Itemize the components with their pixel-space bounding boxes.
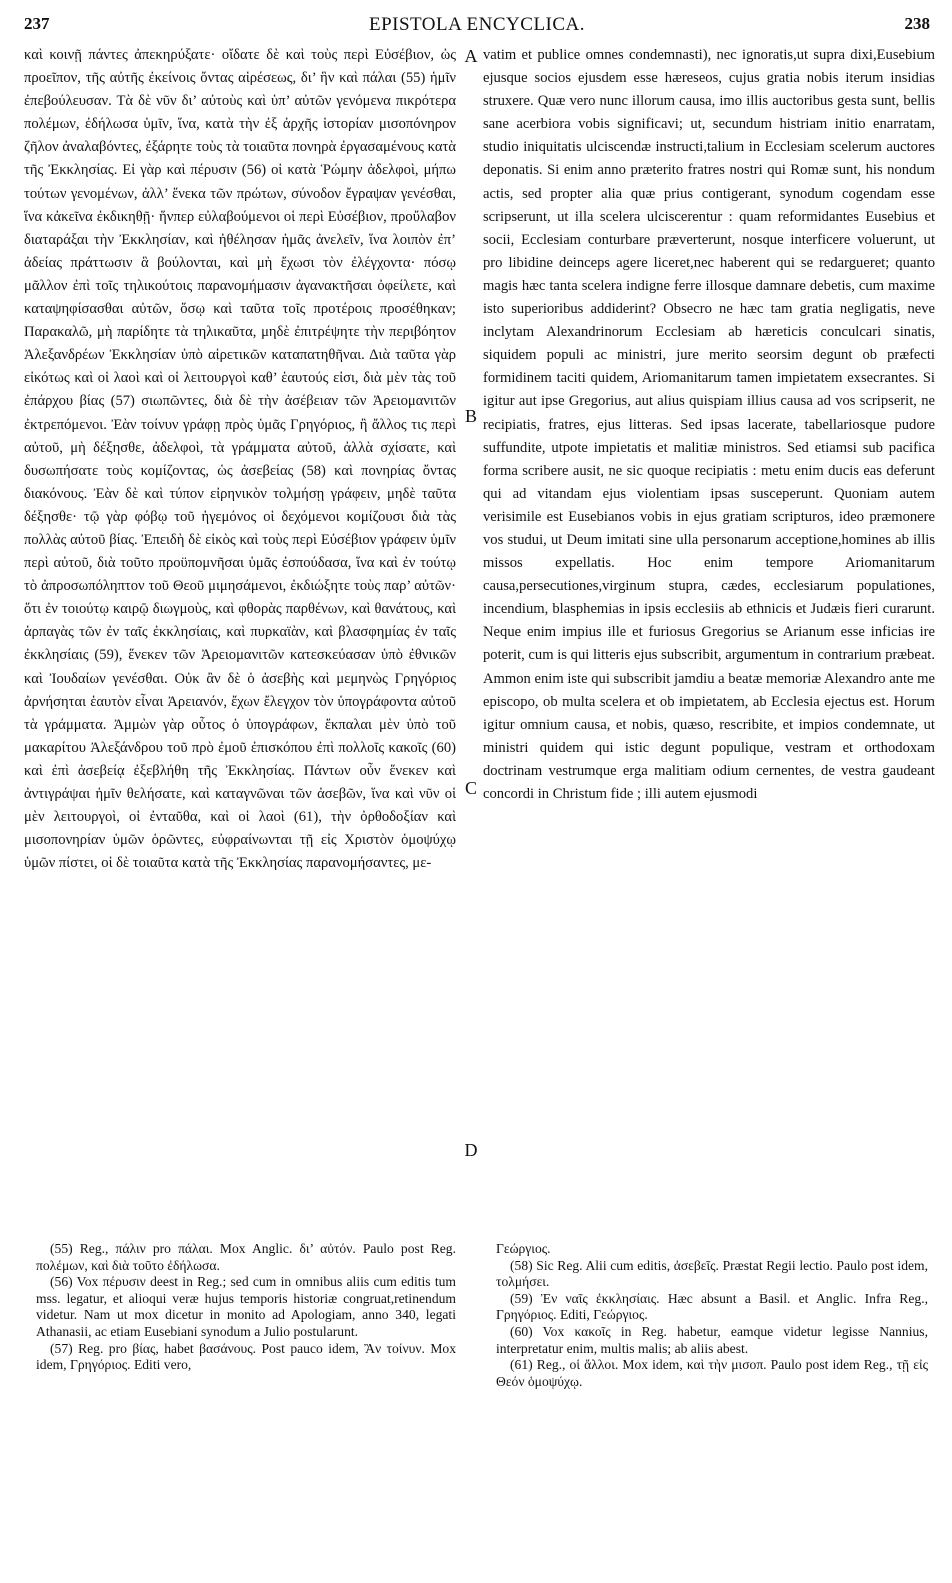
footnote: (61) Reg., οἱ ἄλλοι. Mox idem, καὶ τὴν μισοπ. Paulo post idem Reg., τῇ εἰς Θεόν ὁμοψύχῳ.: [496, 1357, 928, 1389]
footnote: (59) Ἐν ναῖς ἐκκλησίαις. Hæc absunt a Basil. et Anglic. Infra Reg., Γρηγόριος. Editi, Γεώργιος.: [496, 1290, 928, 1323]
running-head: [24, 14, 930, 44]
footnote: (55) Reg., πάλιν pro πάλαι. Mox Anglic. δι’ αὐτόν. Paulo post Reg. πολέμων, καὶ διὰ τοῦτο ἐδήλωσα.: [36, 1241, 456, 1273]
footnote: (58) Sic Reg. Alii cum editis, ἀσεβεῖς. Præstat Regii lectio. Paulo post idem, τολμήσει.: [496, 1257, 928, 1290]
footnotes-right: [496, 1241, 928, 1390]
page-number-right: 238: [904, 14, 930, 33]
page-number-left: 237: [24, 14, 50, 33]
footnotes-left: [36, 1241, 456, 1374]
section-marker-d: D: [464, 1140, 478, 1160]
greek-text: καὶ κοινῇ πάντες ἀπεκηρύξατε· οἴδατε δὲ καὶ τοὺς περὶ Εὐσέβιον, ὡς προεῖπον, τῆς αὐτῆς ἐκείνοις ὄντας αἱρέσεως, δι’ ἣν καὶ πάλαι (55) ἡμῖν ἐπεβούλευσαν. Τὰ δὲ νῦν δι’ αὐτοὺς καὶ ὑπ’ αὐτῶν γενόμενα πικρότερα πολέμων, ἐδήλωσα ὑμῖν, ἵνα, κατὰ τὴν ἐξ ἀρχῆς ἱστορίαν μισοπόνηρον ζῆλον ἀναλαβόντες, ἐξάρητε τοὺς τὰ τοιαῦτα πονηρὰ ἐργασαμένους κατὰ τῆς Ἐκκλησίας. Εἰ γὰρ καὶ πέρυσιν (56) οἱ κατὰ Ῥώμην ἀδελφοὶ, μήπω τούτων γενομένων, ἀλλ’ ἕνεκα τῶν πρώτων, σύνοδον ἔγραψαν γενέσθαι, ἵνα κἀκεῖνα ἐκδικηθῇ· ἥνπερ εὐλαβούμενοι οἱ περὶ Εὐσέβιον, προὔλαβον διαταράξαι τὴν Ἐκκλησίαν, καὶ ἠθέλησαν ἡμᾶς ἀνελεῖν, ἵνα λοιπὸν ἐπ’ ἀδείας πράττωσιν ἃ βούλονται, καὶ μὴ ἔχωσι τὸν ἐλέγχοντα· πόσῳ μᾶλλον ἐπὶ τοῖς τηλικούτοις παρανομήμασιν ἀγανακτῆσαι ὀφείλετε, καὶ καταψηφίσασθαι αὐτῶν, ὅσῳ καὶ ταῦτα τοῖς προτέροις προσέθηκαν; Παρακαλῶ, μὴ παρίδητε τὰ τηλικαῦτα, μηδὲ ἐπιτρέψητε τὴν περιβόητον Ἀλεξανδρέων Ἐκκλησίαν ὑπὸ αἱρετικῶν καταπατηθῆναι. Διὰ ταῦτα γὰρ εἰκότως καὶ οἱ λαοὶ καὶ οἱ λειτουργοὶ καθ’ ἑαυτούς εἰσι, διὰ μὲν τὰς τοῦ ἐπάρχου βίας (57) σιωπῶντες, διὰ δὲ τὴν ἀσέβειαν τῶν Ἀρειομανιτῶν ἐκτρεπόμενοι. Ἐὰν τοίνυν γράφῃ πρὸς ὑμᾶς Γρηγόριος, ἢ ἄλλος τις περὶ αὐτοῦ, μὴ δέξησθε, ἀδελφοὶ, τὰ γράμματα αὐτοῦ, ἀλλὰ σχίσατε, καὶ δυσωπήσατε τοὺς κομίζοντας, ὡς ἀσεβείας (58) καὶ πονηρίας ὄντας διακόνους. Ἐὰν δὲ καὶ τύπον εἰρηνικὸν τολμήσῃ γράφειν, μηδὲ ταῦτα δέξησθε· τῷ γὰρ φόβῳ τοῦ ἡγεμόνος οἱ δεχόμενοι κομίζουσι διὰ τὰς πολλὰς αὐτοῦ βίας. Ἐπειδὴ δὲ εἰκὸς καὶ τοὺς περὶ Εὐσέβιον γράφειν ὑμῖν περὶ αὐτοῦ, διὰ τοῦτο προϋπομνῆσαι ὑμᾶς ἐσπούδασα, ἵνα καὶ ἐν τούτῳ τὸ ἀπροσωπόληπτον τοῦ Θεοῦ μιμησάμενοι, ἐκδιώξητε τοὺς παρ’ αὐτῶν· ὅτι ἐν τοιούτῳ καιρῷ διωγμοὺς, καὶ φθορὰς παρθένων, καὶ θανάτους, καὶ ἁρπαγὰς τῶν ἐν ταῖς ἐκκλησίαις, καὶ πυρκαϊὰν, καὶ βλασφημίας ἐν ταῖς ἐκκλησίαις (59), ἕνεκεν τῶν Ἀρειομανιτῶν κατεσκεύασαν ὑπὸ ἐθνικῶν καὶ Ἰουδαίων γενέσθαι. Οὐκ ἂν δὲ ὁ ἀσεβὴς καὶ μεμηνὼς Γρηγόριος ἀρνήσηται ἑαυτὸν εἶναι Ἀρειανόν, ἔχων ἔλεγχον τὸν ὑπογράφοντα αὐτοῦ τὰ γράμματα. Ἀμμὼν γὰρ οὗτος ὁ ὑπογράφων, ἔκπαλαι μὲν ὑπὸ τοῦ μακαρίτου Ἀλεξάνδρου τοῦ πρὸ ἐμοῦ ἐπισκόπου ἐπὶ πολλοῖς κακοῖς (60) καὶ ἐπὶ ἀσεβείᾳ ἐξεβλήθη τῆς Ἐκκλησίας. Πάντων οὖν ἕνεκεν καὶ ἀντιγράψαι ἡμῖν θελήσατε, καὶ καταγνῶναι τῶν ἀσεβῶν, ἵνα καὶ νῦν οἱ μὲν λειτουργοὶ, οἱ ἐνταῦθα, καὶ οἱ λαοὶ (61), τὴν ὀρθοδοξίαν καὶ μισοπονηρίαν ὑμῶν ὁρῶντες, εὐφραίνωνται τῇ εἰς Χριστὸν ὁμοψύχῳ ὑμῶν πίστει, οἱ δὲ τοιαῦτα κατὰ τῆς Ἐκκλησίας παρανομήσαντες, με-: [24, 47, 456, 872]
greek-text-column: [24, 44, 456, 875]
page-title: EPISTOLA ENCYCLICA.: [368, 14, 586, 35]
latin-text: vatim et publice omnes condemnasti), nec ignoratis,ut supra dixi,Eusebium ejusque socios ejusdem esse hæreseos, cujus gratia nobis iterum insidias struxere. Quæ vero nunc illorum causa, imo illis auctoribus gesta sunt, bellis sane acerbiora vobis significavi; ut, secundum histriam initio enarratam, studio iniquitatis ulciscendæ instructi,talium in Ecclesiam scelerum auctores deponatis. Si enim anno præterito fratres nostri qui Romæ sunt, his nondum actis, sed propter alia quæ prius contigerant, synodum cogendam esse scripserunt, ut illa scelera ulciscerentur : quam reformidantes Eusebius et socii, Ecclesiam conturbare præverterunt, nosque interficere voluerunt, ut pro libidine deinceps agere liceret,nec haberent qui se redargueret; quanto magis hæc tanta scelera indigne ferre illosque damnare debetis, cum maxime isto superioribus addiderint? Obsecro ne hæc tam gratia negligatis, neve inclytam Alexandrinorum Ecclesiam ab hæreticis conculcari sinatis, siquidem populi ac ministri, jure merito seorsim degunt ob præfecti formidinem taciti quidem, Ariomanitarum tamen impietatem exsecrantes. Si igitur aut ipse Gregorius, aut alius quispiam illius causa ad vos scripserit, ne recipiatis, fratres, ejus litteras. Sed ipsas lacerate, tabellariosque pudore suffundite, utpote impietatis et malitiæ ministros. Sed etiamsi sub pacifica forma scribere ausit, ne sic quoque recipiatis : metu enim ducis eas deferunt qui ad vitandam ejus violentiam ipsas susceperunt. Quoniam autem verisimile est Eusebianos vobis in ejus gratiam scripturos, ideo præmonere vos studui, ut Deum imitati sine ulla personarum acceptione,homines ab illis missos expellatis. Hoc enim tempore Ariomanitarum causa,persecutiones,virginum stupra, cædes, ecclesiarum populationes, incendium, blasphemias in ipsis ecclesiis ab ethnicis et Judæis fieri curarunt. Neque enim impius ille et furiosus Gregorius se Arianum esse inficias ire poterit, cum is qui litteris ejus subscribit, argumentum in contrarium præbeat. Ammon enim iste qui subscribit jamdiu a beatæ memoriæ Alexandro ante me episcopo, ob multa scelera et ob impietatem, ab Ecclesia ejectus est. Horum igitur omnium causa, et nobis, quæso, rescribite, et impios condemnate, ut ministri quidem qui istic degunt populique, vestram et orthodoxam doctrinam vestrumque erga malitiam odium cernentes, de vestra gaudeant concordi in Christum fide ; illi autem ejusmodi: [483, 47, 935, 802]
footnote-continuation: Γεώργιος.: [496, 1241, 551, 1256]
footnote: (56) Vox πέρυσιν deest in Reg.; sed cum in omnibus aliis cum editis tum mss. legatur, et alioqui veræ hujus temporis historiæ congruat,retinendum videtur. Nam ut mox dicetur in monito ad Apologiam, anno 340, legati Athanasii, ac etiam Eusebiani synodum a Julio postularunt.: [36, 1274, 456, 1339]
footnote: (57) Reg. pro βίας, habet βασάνους. Post pauco idem, Ἂν τοίνυν. Mox idem, Γρηγόριος. Editi vero,: [36, 1340, 456, 1373]
section-marker-b: B: [464, 406, 477, 426]
section-marker-a: A: [464, 46, 478, 66]
latin-text-column: [483, 44, 935, 806]
footnote: (60) Vox κακοῖς in Reg. habetur, eamque videtur legisse Nannius, interpretatur enim, multis malis; ab aliis abest.: [496, 1323, 928, 1356]
section-marker-c: C: [464, 778, 477, 798]
